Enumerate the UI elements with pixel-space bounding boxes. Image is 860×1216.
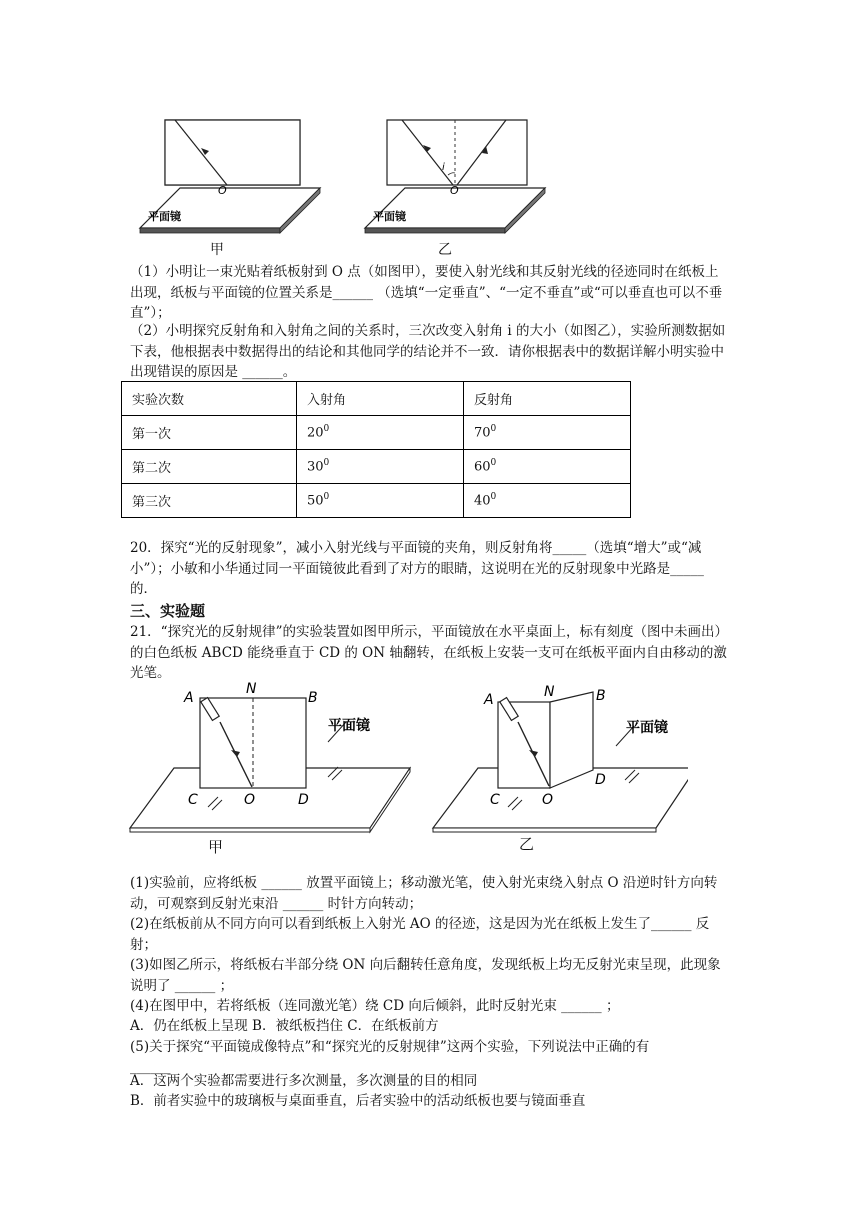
label-d: D (298, 792, 309, 808)
figure-yi-top (365, 120, 545, 233)
caption-yi: 乙 (519, 835, 535, 853)
angle-i: i (442, 162, 445, 173)
top-figure (130, 110, 570, 260)
point-o: O (218, 184, 227, 197)
table-row (122, 416, 631, 450)
label-n: N (246, 681, 257, 697)
table-cell: $30^0$ (297, 450, 464, 484)
table-cell: 第二次 (122, 450, 297, 484)
table-row (122, 484, 631, 518)
label-a: A (484, 692, 494, 708)
point-o: O (450, 184, 459, 197)
table-cell: 第一次 (122, 416, 297, 450)
q19-part1: （1）小明让一束光贴着纸板射到 O 点（如图甲），要使入射光线和其反射光线的径迹同时在纸板上出现，纸板与平面镜的位置关系是______ （选填“一定垂直”、“一定不垂直”或“可以垂直也可以不垂直”）； (130, 264, 723, 321)
table-cell: 第三次 (122, 484, 297, 518)
label-o: O (244, 792, 256, 808)
figure-yi-bottom (433, 684, 688, 832)
caption-yi: 乙 (438, 242, 452, 258)
mirror-label: 平面镜 (148, 210, 181, 223)
label-c: C (490, 792, 500, 808)
q21-item4: (4)在图甲中，若将纸板（连同激光笔）绕 CD 向后倾斜，此时反射光束 ______ ； (130, 998, 620, 1014)
table-cell: $60^0$ (464, 450, 631, 484)
label-a: A (184, 690, 194, 706)
q21-option-a: A．这两个实验都需要进行多次测量，多次测量的目的相同 (130, 1073, 478, 1089)
mirror-label: 平面镜 (626, 720, 668, 736)
mirror-label: 平面镜 (373, 210, 406, 223)
mirror-label: 平面镜 (328, 718, 370, 734)
label-o: O (542, 792, 554, 808)
caption-jia: 甲 (210, 242, 224, 258)
table-header-cell: 反射角 (464, 382, 631, 416)
q19-part2: （2）小明探究反射角和入射角之间的关系时，三次改变入射角 i 的大小（如图乙），实验所测数据如下表，他根据表中数据得出的结论和其他同学的结论并不一致．请你根据表中的数据详解小明实验中出现错误的原因是 ______。 (130, 323, 726, 380)
q21-item2: (2)在纸板前从不同方向可以看到纸板上入射光 AO 的径迹，这是因为光在纸板上发生了______ 反射； (130, 916, 710, 953)
label-n: N (544, 684, 555, 700)
table-cell: $70^0$ (464, 416, 631, 450)
data-table (121, 381, 631, 518)
figure-jia-bottom (130, 681, 410, 832)
paper-board (165, 120, 300, 185)
figure-jia-top (138, 120, 320, 233)
table-header-cell: 实验次数 (122, 382, 297, 416)
bottom-figure (128, 680, 688, 855)
q20: 20．探究“光的反射现象”，减小入射光线与平面镜的夹角，则反射角将_____（选填“增大”或“减小”）；小敏和小华通过同一平面镜彼此看到了对方的眼睛，这说明在光的反射现象中光路是_____的． (130, 540, 704, 597)
table-cell: $50^0$ (297, 484, 464, 518)
paper-board-left (498, 702, 550, 788)
q21-item4-options: A．仍在纸板上呈现 B．被纸板挡住 C．在纸板前方 (130, 1018, 439, 1034)
q21-option-b: B．前者实验中的玻璃板与桌面垂直，后者实验中的活动纸板也要与镜面垂直 (130, 1093, 586, 1109)
label-c: C (188, 792, 198, 808)
table-row (122, 450, 631, 484)
caption-jia: 甲 (208, 838, 224, 856)
table-header-cell: 入射角 (297, 382, 464, 416)
q21-item3: (3)如图乙所示，将纸板右半部分绕 ON 向后翻转任意角度，发现纸板上均无反射光束呈现，此现象说明了 ______ ； (130, 957, 721, 994)
q21-item5-blank: ______ (130, 1059, 171, 1075)
section-title: 三、实验题 (130, 602, 206, 620)
label-d: D (595, 772, 606, 788)
table-cell: $20^0$ (297, 416, 464, 450)
table-header-row (122, 382, 631, 416)
label-b: B (596, 688, 606, 704)
q21-intro: 21．“探究光的反射规律”的实验装置如图甲所示，平面镜放在水平桌面上，标有刻度（图中未画出）的白色纸板 ABCD 能绕垂直于 CD 的 ON 轴翻转，在纸板上安装一支可在纸板平面内自由移动的激光笔。 (130, 624, 728, 681)
table-cell: $40^0$ (464, 484, 631, 518)
paper-board (387, 120, 527, 185)
q21-item1: (1)实验前，应将纸板 ______ 放置平面镜上；移动激光笔，使入射光束绕入射点 O 沿逆时针方向转动，可观察到反射光束沿 ______ 时针方向转动； (130, 875, 718, 912)
q21-item5: (5)关于探究“平面镜成像特点”和“探究光的反射规律”这两个实验，下列说法中正确的有 (130, 1039, 650, 1055)
label-b: B (308, 690, 318, 706)
